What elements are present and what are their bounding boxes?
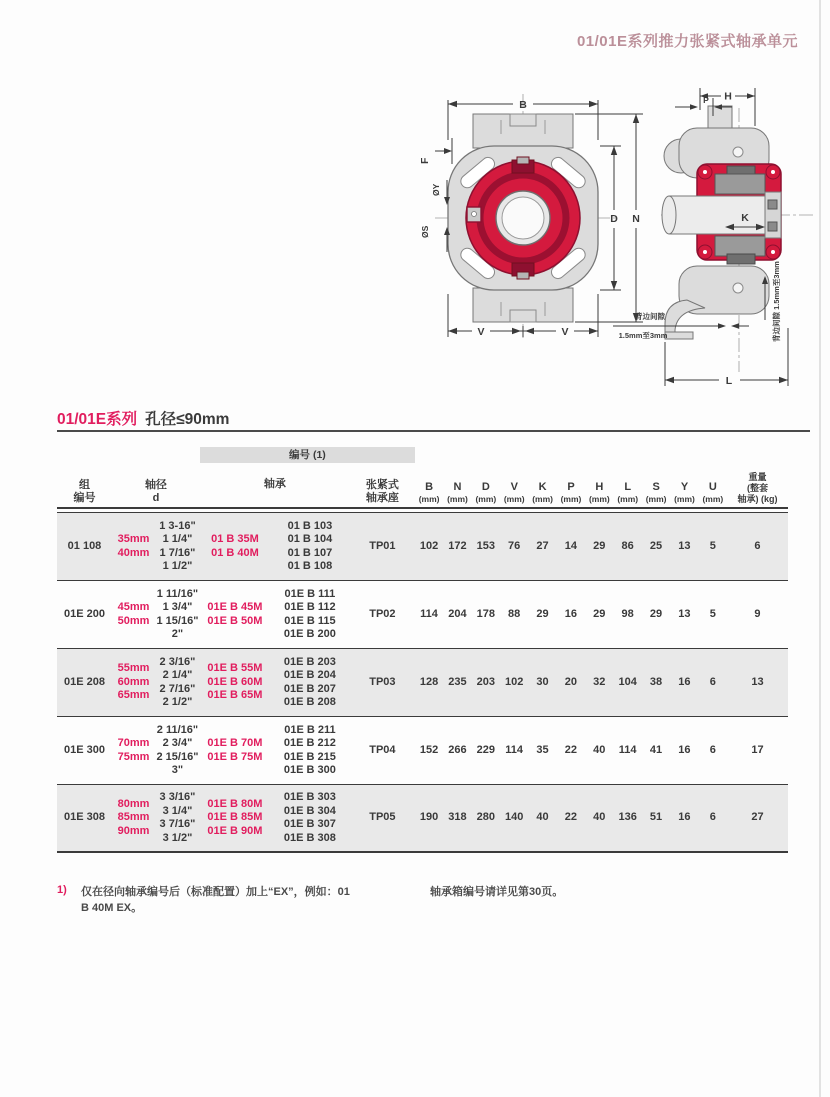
inch-bearing-codes-line: 01 B 103 <box>287 519 333 532</box>
col-header-dim-N: N (mm) <box>447 481 468 504</box>
inch-bearing-codes-line: 01E B 307 <box>283 818 336 830</box>
inch-shaft-sizes-line: 1 7/16" <box>159 546 196 559</box>
metric-shaft-sizes-line: 55mm <box>117 662 150 675</box>
dim-value-B: 152 <box>419 743 439 756</box>
designation-header-group <box>200 447 415 505</box>
metric-shaft-sizes-line: 80mm <box>117 797 150 810</box>
metric-bearing-codes-line: 01E B 85M <box>207 811 263 824</box>
dim-value-P: 20 <box>564 675 578 688</box>
metric-shaft-sizes-line: 70mm <box>117 737 150 749</box>
dim-value-K: 30 <box>536 675 549 688</box>
metric-shaft-sizes-line: 75mm <box>117 750 150 763</box>
dim-value-K: 27 <box>536 539 549 552</box>
dim-value-V: 102 <box>504 675 524 688</box>
col-header-dim-S: S (mm) <box>645 481 667 504</box>
metric-bearing-codes <box>200 798 270 839</box>
dim-value-U: 6 <box>709 811 716 824</box>
dim-value-N: 235 <box>448 675 467 688</box>
housing-code-cell: TP02 <box>369 607 396 620</box>
dim-label-phi-s: ØS <box>420 225 430 238</box>
note-right-text: 背边间隙 1.5mm至3mm <box>772 261 781 342</box>
metric-shaft-sizes <box>112 533 155 560</box>
dim-value-S: 25 <box>649 539 663 552</box>
col-header-housing-line1: 张紧式 <box>365 479 399 491</box>
dim-value-S: 41 <box>649 743 663 756</box>
footnote-marker: 1) <box>57 884 67 896</box>
dim-label-F: F <box>419 157 431 164</box>
dim-label-K: K <box>741 212 749 224</box>
group-number-cell: 01 108 <box>67 539 102 552</box>
inch-shaft-sizes-line: 2 3/16" <box>159 655 196 668</box>
side-shaft <box>662 196 769 234</box>
inch-bearing-codes-line: 01E B 212 <box>283 737 336 749</box>
col-header-dim-V: V (mm) <box>503 481 525 504</box>
dim-label-phi-y: ØY <box>431 183 441 196</box>
col-header-shaft <box>112 479 200 505</box>
inch-shaft-sizes-line: 1 1/2" <box>162 560 193 572</box>
dim-value-L: 104 <box>618 675 637 688</box>
metric-shaft-sizes-line: 40mm <box>117 546 150 559</box>
dim-value-H: 32 <box>593 675 606 688</box>
col-header-group-line1: 组 <box>78 479 90 491</box>
inch-shaft-sizes-line: 3" <box>171 764 184 776</box>
inch-bearing-codes <box>270 724 350 778</box>
table-row <box>57 581 788 649</box>
inch-shaft-sizes <box>155 656 200 710</box>
dim-label-P: P <box>703 95 709 105</box>
metric-bearing-codes-line: 01 B 40M <box>211 546 259 559</box>
metric-shaft-sizes-line: 85mm <box>117 811 150 824</box>
metric-bearing-codes-line: 01 B 35M <box>211 533 259 545</box>
group-number-cell: 01E 300 <box>64 743 105 756</box>
dim-value-D: 178 <box>476 607 495 620</box>
dim-value-V: 76 <box>508 539 521 552</box>
metric-bearing-codes-line: 01E B 65M <box>207 689 263 702</box>
col-header-bearing <box>200 478 350 505</box>
housing-code-cell: TP01 <box>369 539 396 552</box>
dim-F <box>419 138 452 164</box>
col-header-dim-D: D (mm) <box>475 481 497 504</box>
dim-value-B: 114 <box>420 607 438 620</box>
spec-table <box>57 447 788 853</box>
group-number-cell: 01E 308 <box>64 811 105 824</box>
dim-value-P: 22 <box>564 811 578 824</box>
dim-value-L: 86 <box>621 539 634 552</box>
inch-shaft-sizes <box>155 520 200 574</box>
weight-cell: 13 <box>751 675 764 688</box>
metric-shaft-sizes-line: 60mm <box>117 675 150 688</box>
dim-phi-s <box>420 225 450 252</box>
metric-shaft-sizes <box>112 737 155 764</box>
dim-value-H: 40 <box>593 811 606 824</box>
inch-shaft-sizes-line: 2 15/16" <box>156 750 199 763</box>
table-row <box>57 717 788 785</box>
dim-value-L: 136 <box>618 811 637 824</box>
dim-value-K: 40 <box>536 811 549 824</box>
inch-shaft-sizes-line: 3 3/16" <box>159 791 196 803</box>
inch-bearing-codes <box>270 791 350 845</box>
col-header-shaft-line1: 轴径 <box>144 479 167 491</box>
col-header-group-line2: 编号 <box>73 492 96 504</box>
inch-shaft-sizes <box>155 724 200 778</box>
front-view-drawing <box>419 94 643 340</box>
col-header-weight: 重量 (整套 轴承) (kg) <box>737 472 778 504</box>
section-divider <box>57 430 810 432</box>
footnote-text-right: 轴承箱编号请详见第30页。 <box>430 886 564 898</box>
table-body <box>57 513 788 853</box>
metric-shaft-sizes-line: 35mm <box>117 533 150 545</box>
dim-value-H: 29 <box>593 607 606 620</box>
metric-bearing-codes <box>200 533 270 560</box>
table-row <box>57 649 788 717</box>
dim-value-B: 190 <box>419 811 439 824</box>
dim-value-D: 229 <box>476 743 495 756</box>
technical-drawings <box>413 80 815 395</box>
table-header <box>57 447 788 505</box>
dim-value-H: 40 <box>593 743 606 756</box>
inch-bearing-codes-line: 01E B 115 <box>284 614 336 627</box>
inch-bearing-codes-line: 01E B 211 <box>284 723 336 736</box>
inch-bearing-codes-line: 01E B 303 <box>283 791 336 803</box>
dim-value-N: 204 <box>448 607 467 620</box>
inch-shaft-sizes-line: 2 1/4" <box>162 669 193 681</box>
dim-label-B: B <box>519 99 527 111</box>
dim-value-H: 29 <box>593 539 606 552</box>
dim-value-N: 172 <box>448 539 467 552</box>
dim-label-H: H <box>724 90 732 103</box>
dim-value-Y: 16 <box>678 811 691 824</box>
col-header-dim-H: H (mm) <box>588 481 610 504</box>
dim-value-U: 6 <box>709 743 716 756</box>
note-left-line1: 背边间隙 <box>635 312 665 321</box>
dim-value-V: 114 <box>505 743 524 756</box>
inch-shaft-sizes-line: 2" <box>171 628 184 640</box>
inch-bearing-codes <box>270 656 350 710</box>
dim-phi-y <box>431 180 450 205</box>
dim-value-Y: 16 <box>678 675 691 688</box>
dim-value-U: 5 <box>709 539 716 552</box>
inch-bearing-codes-line: 01E B 207 <box>283 682 336 695</box>
inch-bearing-codes-line: 01E B 215 <box>283 750 336 763</box>
col-header-shaft-line2: d <box>152 492 160 504</box>
housing-code-cell: TP05 <box>369 811 396 824</box>
metric-bearing-codes-line: 01E B 55M <box>207 662 263 675</box>
dim-value-P: 22 <box>564 743 578 756</box>
inch-shaft-sizes-line: 1 15/16" <box>156 614 199 627</box>
metric-bearing-codes <box>200 737 270 764</box>
metric-bearing-codes-line: 01E B 50M <box>207 614 263 627</box>
dim-value-Y: 13 <box>678 607 691 620</box>
dim-value-Y: 13 <box>678 539 691 552</box>
dim-label-L: L <box>725 375 733 387</box>
dim-value-B: 102 <box>419 539 439 552</box>
col-header-dim-U: U (mm) <box>702 481 724 504</box>
dim-value-L: 114 <box>618 743 637 756</box>
inch-shaft-sizes-line: 3 1/2" <box>162 831 193 844</box>
metric-shaft-sizes <box>112 601 155 628</box>
dim-value-K: 29 <box>536 607 549 620</box>
inch-bearing-codes-line: 01E B 208 <box>283 696 336 708</box>
metric-shaft-sizes-line: 50mm <box>117 614 150 627</box>
inch-bearing-codes-line: 01 B 108 <box>287 560 333 572</box>
footnote-left-line2: B 40M EX。 <box>81 902 143 914</box>
inch-bearing-codes-line: 01 B 107 <box>287 546 333 559</box>
col-header-bearing-label: 轴承 <box>263 478 286 490</box>
inch-bearing-codes-line: 01E B 111 <box>284 587 336 600</box>
dim-value-S: 29 <box>649 607 663 620</box>
metric-shaft-sizes-line: 45mm <box>117 601 150 613</box>
metric-bearing-codes <box>200 601 270 628</box>
inch-bearing-codes <box>270 520 350 574</box>
metric-bearing-codes-line: 01E B 90M <box>207 824 263 837</box>
section-title-bore: 孔径≤90mm <box>145 411 230 428</box>
dim-value-B: 128 <box>419 675 439 688</box>
housing-bottom-tab <box>473 288 573 322</box>
dim-value-U: 6 <box>709 675 716 688</box>
dim-value-K: 35 <box>536 743 549 756</box>
dim-value-V: 140 <box>504 811 524 824</box>
inch-bearing-codes <box>270 588 350 642</box>
metric-shaft-sizes <box>112 798 155 839</box>
dim-value-L: 98 <box>621 607 634 620</box>
inch-bearing-codes-line: 01E B 300 <box>283 764 336 776</box>
dim-value-P: 14 <box>564 539 578 552</box>
col-header-dim-P: P (mm) <box>560 481 582 504</box>
metric-bearing-codes-line: 01E B 70M <box>207 737 263 749</box>
side-bottom-bracket <box>665 266 769 339</box>
dim-label-V-right: V <box>561 326 569 338</box>
inch-bearing-codes-line: 01E B 304 <box>283 804 336 817</box>
group-number-cell: 01E 208 <box>64 675 105 688</box>
weight-cell: 9 <box>754 607 761 620</box>
inch-bearing-codes-line: 01E B 200 <box>283 628 336 640</box>
inch-bearing-codes-line: 01E B 112 <box>284 601 336 613</box>
inch-shaft-sizes-line: 2 3/4" <box>162 737 193 749</box>
inch-bearing-codes-line: 01E B 204 <box>283 669 336 681</box>
inch-shaft-sizes <box>155 588 200 642</box>
page-title: 01/01E系列推力张紧式轴承单元 <box>576 33 798 50</box>
metric-bearing-codes-line: 01E B 45M <box>207 601 263 613</box>
inch-shaft-sizes-line: 1 3-16" <box>159 519 196 532</box>
inch-bearing-codes-line: 01 B 104 <box>287 533 333 545</box>
metric-shaft-sizes-line: 90mm <box>117 824 150 837</box>
table-row <box>57 785 788 853</box>
col-header-group <box>57 479 112 505</box>
section-title <box>57 407 229 429</box>
table-row <box>57 513 788 581</box>
inch-shaft-sizes-line: 2 11/16" <box>156 723 199 736</box>
footnote-left-line1: 仅在径向轴承编号后（标准配置）加上“EX”，例如：01 <box>81 886 350 898</box>
weight-cell: 17 <box>751 743 764 756</box>
inch-shaft-sizes-line: 2 7/16" <box>159 682 196 695</box>
designation-span-header: 编号 (1) <box>200 447 415 463</box>
col-header-housing <box>350 479 415 505</box>
dim-value-D: 280 <box>476 811 495 824</box>
col-header-dim-B: B (mm) <box>418 481 440 504</box>
dim-value-V: 88 <box>508 607 521 620</box>
inch-shaft-sizes-line: 3 1/4" <box>162 804 193 817</box>
page-right-edge <box>819 0 821 1097</box>
metric-bearing-codes-line: 01E B 80M <box>207 797 263 810</box>
inch-shaft-sizes-line: 3 7/16" <box>159 818 196 830</box>
group-number-cell: 01E 200 <box>64 607 105 620</box>
metric-bearing-codes-line: 01E B 60M <box>207 675 263 688</box>
inch-bearing-codes-line: 01E B 308 <box>283 831 336 844</box>
housing-top-tab <box>473 114 573 148</box>
inch-shaft-sizes-line: 2 1/2" <box>162 696 193 708</box>
dim-value-D: 203 <box>476 675 495 688</box>
dim-value-N: 266 <box>448 743 467 756</box>
col-header-dim-L: L (mm) <box>617 481 639 504</box>
metric-shaft-sizes <box>112 662 155 703</box>
housing-code-cell: TP03 <box>369 675 396 688</box>
dim-value-U: 5 <box>709 607 716 620</box>
weight-cell: 6 <box>754 539 761 552</box>
col-header-dim-Y: Y (mm) <box>674 481 695 504</box>
note-left-line2: 1.5mm至3mm <box>618 331 668 340</box>
inch-shaft-sizes-line: 1 3/4" <box>162 601 193 613</box>
dim-value-D: 153 <box>476 539 495 552</box>
inch-shaft-sizes-line: 1 1/4" <box>162 533 193 545</box>
inch-shaft-sizes-line: 1 11/16" <box>156 587 199 600</box>
drawings-svg <box>413 80 815 395</box>
inch-shaft-sizes <box>155 791 200 845</box>
dim-value-S: 38 <box>649 675 663 688</box>
dim-label-D: D <box>610 213 618 225</box>
dim-value-N: 318 <box>448 811 467 824</box>
col-header-housing-line2: 轴承座 <box>365 492 399 504</box>
side-clamp-plate <box>765 192 781 238</box>
metric-bearing-codes-line: 01E B 75M <box>207 750 263 763</box>
dim-label-V-left: V <box>477 326 485 338</box>
col-header-dim-K: K (mm) <box>532 481 553 504</box>
inch-bearing-codes-line: 01E B 203 <box>283 655 336 668</box>
dim-label-N: N <box>632 213 640 225</box>
side-view-drawing <box>613 88 813 387</box>
dim-value-S: 51 <box>649 811 663 824</box>
housing-code-cell: TP04 <box>369 743 396 756</box>
weight-cell: 27 <box>751 811 764 824</box>
footnote-text-left <box>81 884 471 916</box>
section-title-series: 01/01E系列 <box>57 411 138 428</box>
dim-value-Y: 16 <box>678 743 691 756</box>
metric-shaft-sizes-line: 65mm <box>117 689 150 702</box>
metric-bearing-codes <box>200 662 270 703</box>
dim-value-P: 16 <box>564 607 578 620</box>
